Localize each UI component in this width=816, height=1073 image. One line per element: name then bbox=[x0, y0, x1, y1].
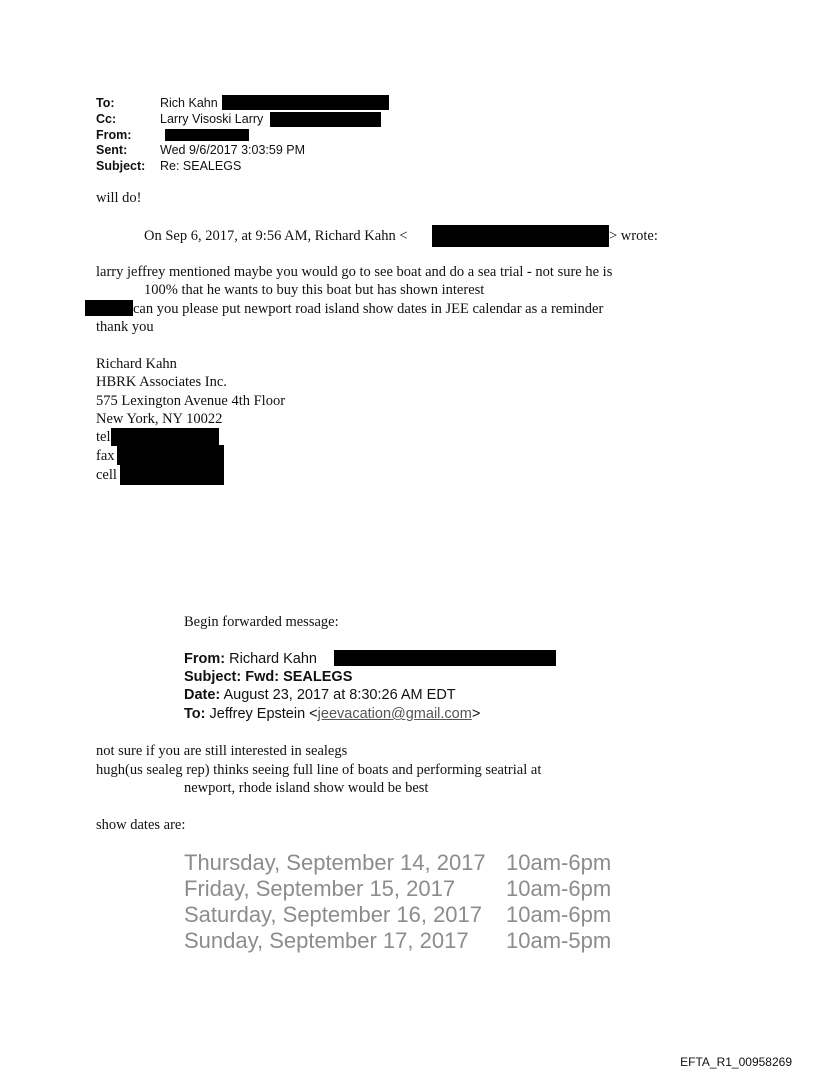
document-id-footer: EFTA_R1_00958269 bbox=[680, 1055, 792, 1069]
redaction-from bbox=[165, 129, 249, 141]
redaction-cell bbox=[120, 464, 224, 485]
show-date-day: Saturday, September 16, 2017 bbox=[184, 902, 483, 927]
fwd-body-line-1: not sure if you are still interested in sealegs bbox=[96, 743, 348, 759]
sent-label: Sent: bbox=[96, 143, 128, 157]
show-date-time: 10am-5pm bbox=[506, 928, 612, 953]
sent-value: Wed 9/6/2017 3:03:59 PM bbox=[160, 143, 306, 157]
signature-tel-label: tel bbox=[96, 429, 111, 445]
fwd-body-line-4: show dates are: bbox=[96, 817, 186, 833]
signature-address-2: New York, NY 10022 bbox=[96, 411, 223, 427]
fwd-date-row bbox=[184, 686, 456, 704]
show-date-day: Thursday, September 14, 2017 bbox=[184, 850, 486, 875]
signature-address-1: 575 Lexington Avenue 4th Floor bbox=[96, 393, 286, 409]
fwd-subject-label: Subject: bbox=[184, 669, 242, 685]
redaction-to bbox=[222, 95, 389, 110]
show-date-day: Friday, September 15, 2017 bbox=[184, 876, 456, 901]
fwd-to-close: > bbox=[471, 706, 481, 722]
redaction-fax bbox=[117, 445, 224, 465]
redaction-tel bbox=[111, 428, 219, 446]
to-label: To: bbox=[96, 96, 115, 110]
fwd-subject-value: Fwd: SEALEGS bbox=[245, 669, 353, 685]
message-line-3: can you please put newport road island show dates in JEE calendar as a reminder bbox=[133, 301, 604, 317]
redaction-addressee bbox=[85, 300, 133, 316]
fwd-subject-row bbox=[184, 668, 352, 686]
message-line-2: 100% that he wants to buy this boat but has shown interest bbox=[144, 282, 485, 298]
show-date-day: Sunday, September 17, 2017 bbox=[184, 928, 469, 953]
show-date-time: 10am-6pm bbox=[506, 876, 612, 901]
signature-name: Richard Kahn bbox=[96, 356, 177, 372]
quote-intro-prefix: On Sep 6, 2017, at 9:56 AM, Richard Kahn < bbox=[144, 228, 408, 244]
fwd-to-name: Jeffrey Epstein < bbox=[209, 706, 318, 722]
redaction-cc bbox=[270, 112, 381, 127]
redaction-kahn-email bbox=[432, 225, 609, 247]
fwd-from-value: Richard Kahn bbox=[229, 651, 317, 667]
signature-company: HBRK Associates Inc. bbox=[96, 374, 227, 390]
fwd-body-line-2: hugh(us sealeg rep) thinks seeing full line of boats and performing seatrial at bbox=[96, 762, 542, 778]
to-value: Rich Kahn bbox=[160, 96, 218, 110]
signature-fax-label: fax bbox=[96, 448, 115, 464]
cc-value: Larry Visoski Larry bbox=[160, 112, 264, 126]
reply-text: will do! bbox=[96, 190, 142, 206]
signature-cell-label: cell bbox=[96, 467, 117, 483]
redaction-fwd-from bbox=[334, 650, 556, 666]
message-line-4: thank you bbox=[96, 319, 154, 335]
fwd-date-value: August 23, 2017 at 8:30:26 AM EDT bbox=[223, 687, 456, 703]
cc-label: Cc: bbox=[96, 112, 117, 126]
fwd-date-label: Date: bbox=[184, 687, 221, 703]
subject-value: Re: SEALEGS bbox=[160, 159, 242, 173]
message-line-1: larry jeffrey mentioned maybe you would go to see boat and do a sea trial - not sure he is bbox=[96, 264, 613, 280]
show-date-time: 10am-6pm bbox=[506, 902, 612, 927]
subject-label: Subject: bbox=[96, 159, 146, 173]
fwd-to-label: To: bbox=[184, 706, 206, 722]
from-label: From: bbox=[96, 128, 132, 142]
fwd-from-row bbox=[184, 650, 317, 668]
fwd-from-label: From: bbox=[184, 651, 226, 667]
forwarded-intro: Begin forwarded message: bbox=[184, 614, 339, 630]
fwd-body-line-3: newport, rhode island show would be best bbox=[184, 780, 429, 796]
fwd-to-row bbox=[184, 705, 480, 723]
quote-intro-suffix: > wrote: bbox=[609, 228, 658, 244]
show-date-time: 10am-6pm bbox=[506, 850, 612, 875]
fwd-to-email-link[interactable]: jeevacation@gmail.com bbox=[317, 706, 472, 722]
